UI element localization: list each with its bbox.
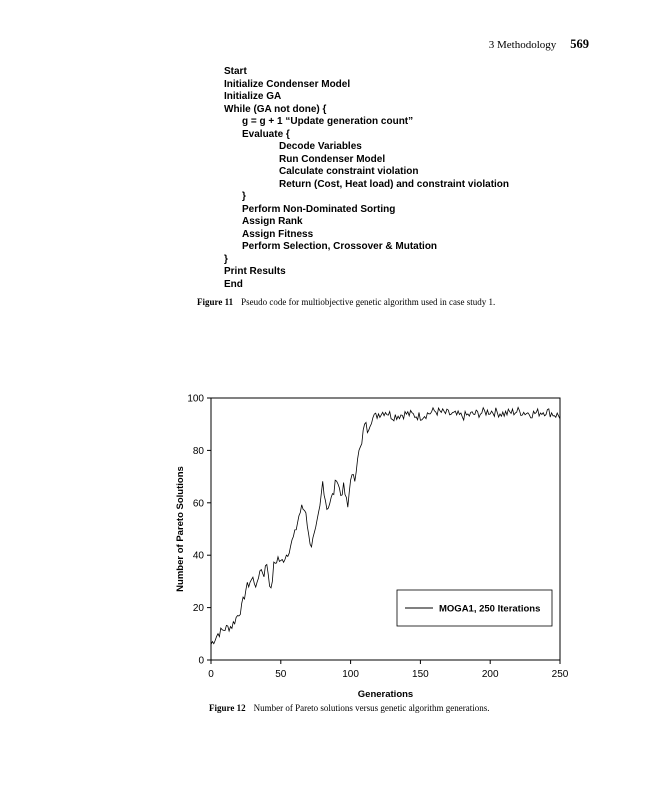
pseudocode-line: Assign Fitness — [242, 228, 314, 240]
pseudocode-line: Assign Rank — [242, 216, 303, 227]
figure-11-text: Pseudo code for multiobjective genetic algorithm used in case study 1. — [241, 297, 496, 307]
y-tick-label: 80 — [192, 445, 204, 457]
pseudocode-line: Start — [224, 66, 247, 77]
figure-12-caption — [209, 703, 490, 713]
pseudocode-line: g = g + 1 “Update generation count” — [242, 116, 414, 127]
pseudocode-line: } — [242, 191, 246, 202]
x-tick-label: 50 — [275, 669, 287, 680]
x-tick-label: 250 — [551, 669, 569, 680]
pseudocode-line: Perform Non-Dominated Sorting — [242, 203, 396, 215]
y-tick-label: 20 — [192, 603, 204, 615]
pseudocode-line: Calculate constraint violation — [279, 166, 419, 177]
y-tick-label: 100 — [187, 393, 204, 405]
pseudocode-line: Perform Selection, Crossover & Mutation — [242, 241, 438, 252]
y-tick-label: 0 — [198, 655, 204, 667]
pseudocode-line: Decode Variables — [279, 141, 362, 152]
figure-12-text: Number of Pareto solutions versus genetic algorithm generations. — [253, 703, 490, 713]
figure-11-label: Figure 11 — [197, 297, 234, 307]
pseudocode-line: Print Results — [224, 266, 286, 277]
pseudocode-line: Evaluate { — [242, 128, 290, 140]
x-tick-label: 100 — [342, 669, 359, 680]
x-tick-label: 150 — [412, 669, 429, 680]
pseudocode-line: } — [224, 253, 228, 265]
x-tick-label: 0 — [208, 669, 214, 680]
legend-label: MOGA1, 250 Iterations — [439, 603, 541, 615]
pseudocode-line: Return (Cost, Heat load) and constraint violation — [279, 178, 510, 190]
pseudocode-line: Initialize GA — [224, 91, 282, 102]
pseudocode-line: Initialize Condenser Model — [224, 78, 351, 90]
pseudocode-line: While (GA not done) { — [224, 103, 327, 115]
page-number: 569 — [570, 37, 589, 51]
pseudocode-line: Run Condenser Model — [279, 153, 386, 165]
chapter-title: 3 Methodology — [488, 39, 557, 51]
y-axis-label: Number of Pareto Solutions — [175, 466, 186, 592]
y-tick-label: 60 — [192, 498, 204, 510]
y-tick-label: 40 — [192, 550, 204, 562]
x-tick-label: 200 — [481, 669, 499, 680]
figure-12-label: Figure 12 — [209, 703, 246, 713]
pseudocode-line: End — [224, 278, 243, 290]
x-axis-label: Generations — [357, 689, 414, 700]
